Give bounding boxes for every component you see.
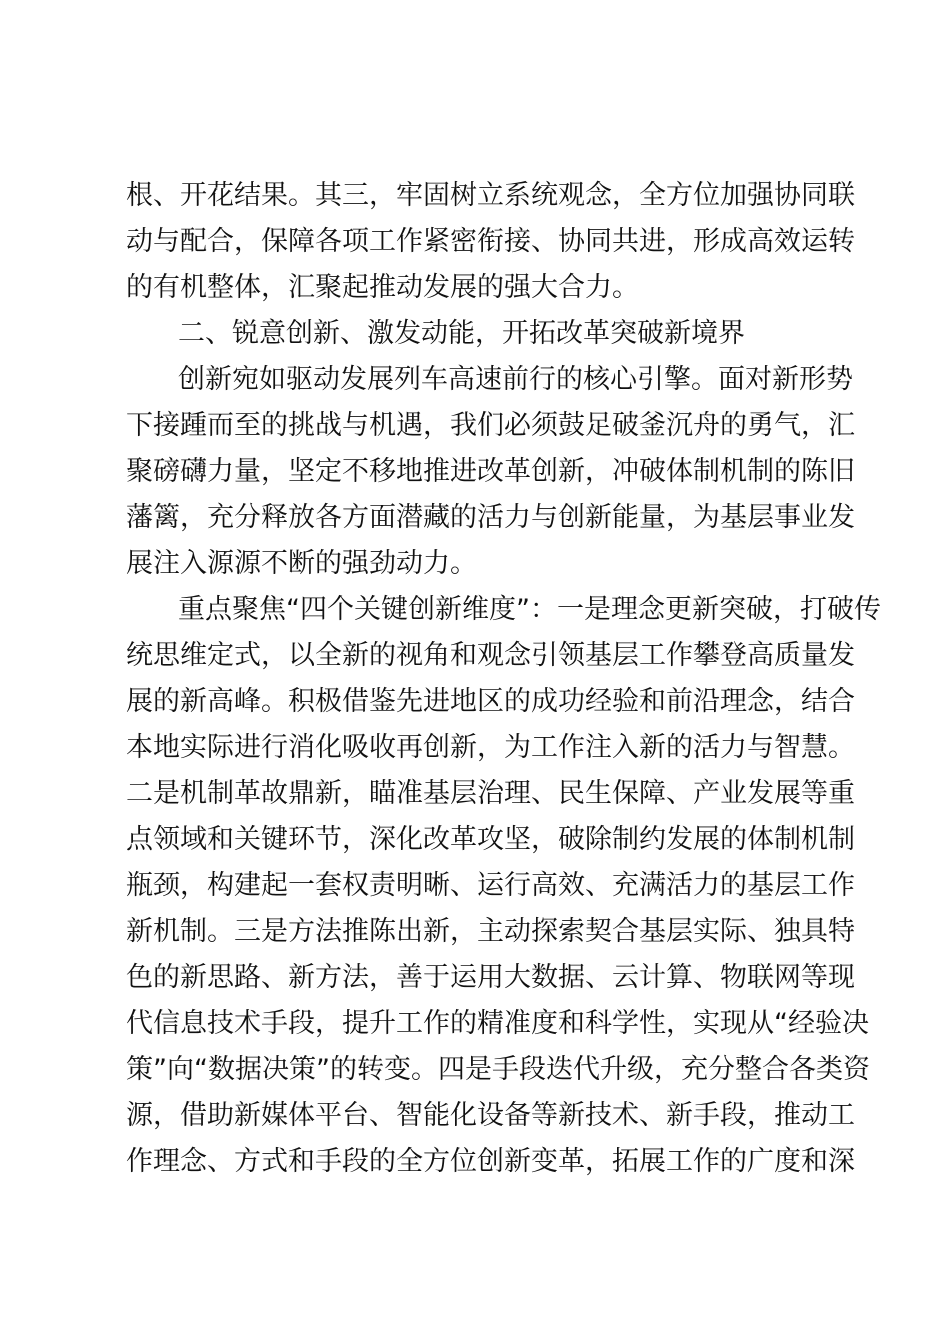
text-line: 动与配合，保障各项工作紧密衔接、协同共进，形成高效运转 xyxy=(126,226,855,257)
text-line: 创新宛如驱动发展列车高速前行的核心引擎。面对新形势 xyxy=(178,364,853,395)
text-line: 重点聚焦“四个关键创新维度”：一是理念更新突破，打破传 xyxy=(178,594,881,625)
text-line: 根、开花结果。其三，牢固树立系统观念，全方位加强协同联 xyxy=(126,180,855,211)
text-line: 聚磅礴力量，坚定不移地推进改革创新，冲破体制机制的陈旧 xyxy=(126,456,855,487)
text-line: 色的新思路、新方法，善于运用大数据、云计算、物联网等现 xyxy=(126,962,855,993)
text-line: 作理念、方式和手段的全方位创新变革，拓展工作的广度和深 xyxy=(126,1146,855,1177)
text-line: 新机制。三是方法推陈出新，主动探索契合基层实际、独具特 xyxy=(126,916,855,947)
text-line: 展的新高峰。积极借鉴先进地区的成功经验和前沿理念，结合 xyxy=(126,686,855,717)
text-line: 的有机整体，汇聚起推动发展的强大合力。 xyxy=(126,272,639,303)
text-line: 源，借助新媒体平台、智能化设备等新技术、新手段，推动工 xyxy=(126,1100,855,1131)
text-line: 统思维定式，以全新的视角和观念引领基层工作攀登高质量发 xyxy=(126,640,855,671)
text-line: 下接踵而至的挑战与机遇，我们必须鼓足破釜沉舟的勇气，汇 xyxy=(126,410,855,441)
text-line: 二是机制革故鼎新，瞄准基层治理、民生保障、产业发展等重 xyxy=(126,778,855,809)
section-heading: 二、锐意创新、激发动能，开拓改革突破新境界 xyxy=(178,318,745,349)
text-line: 瓶颈，构建起一套权责明晰、运行高效、充满活力的基层工作 xyxy=(126,870,855,901)
text-line: 点领域和关键环节，深化改革攻坚，破除制约发展的体制机制 xyxy=(126,824,855,855)
text-line: 本地实际进行消化吸收再创新，为工作注入新的活力与智慧。 xyxy=(126,732,855,763)
text-line: 展注入源源不断的强劲动力。 xyxy=(126,548,477,579)
text-line: 策”向“数据决策”的转变。四是手段迭代升级，充分整合各类资 xyxy=(126,1054,870,1085)
text-line: 代信息技术手段，提升工作的精准度和科学性，实现从“经验决 xyxy=(126,1008,869,1039)
text-line: 藩篱，充分释放各方面潜藏的活力与创新能量，为基层事业发 xyxy=(126,502,855,533)
